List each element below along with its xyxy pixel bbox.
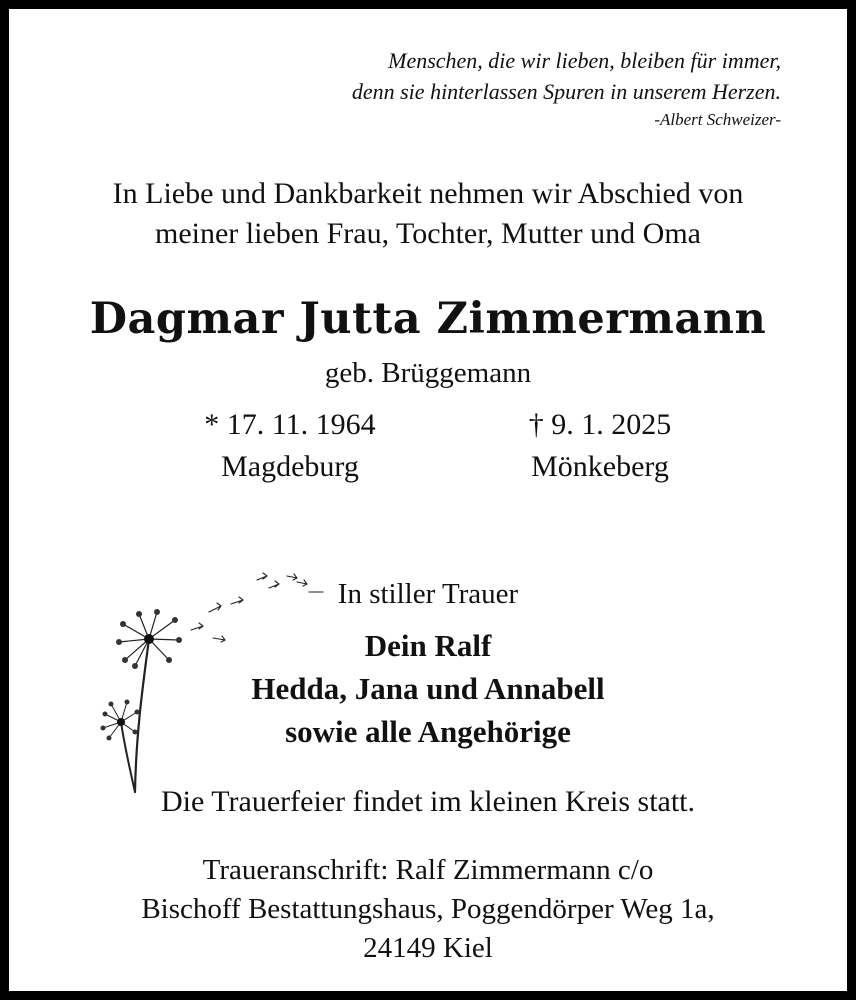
address-line-3: 24149 Kiel [363,932,493,964]
mourner-line: sowie alle Angehörige [285,714,571,749]
quote-line-2: denn sie hinterlassen Spuren in unserem Herzen. [351,79,781,104]
condolence-address [9,851,847,968]
mourner-line: Hedda, Jana und Annabell [251,671,605,706]
quote-block [209,45,781,133]
mourners-list [9,624,847,753]
mourner-line: Dein Ralf [364,628,492,663]
death-date: † 9. 1. 2025 [528,408,672,441]
birth-place: Magdeburg [221,450,359,483]
address-line-1: Traueranschrift: Ralf Zimmermann c/o [202,854,654,886]
death-place: Mönkeberg [531,450,669,483]
death-info [469,404,731,488]
intro-line-1: In Liebe und Dankbarkeit nehmen wir Abschied von [112,177,744,210]
maiden-name: geb. Brüggemann [324,357,532,389]
deceased-name: Dagmar Jutta Zimmermann [89,294,767,344]
mourning-heading: In stiller Trauer [337,578,519,610]
quote-line-1: Menschen, die wir lieben, bleiben für immer, [388,48,781,73]
address-line-2: Bischoff Bestattungshaus, Poggendörper Weg 1a, [141,893,715,925]
intro-line-2: meiner lieben Frau, Tochter, Mutter und Oma [155,217,701,250]
intro-text [9,174,847,254]
birth-date: * 17. 11. 1964 [204,408,376,441]
ceremony-note: Die Trauerfeier findet im kleinen Kreis statt. [160,785,696,818]
quote-author: -Albert Schweizer- [654,110,781,129]
birth-info [159,404,421,488]
